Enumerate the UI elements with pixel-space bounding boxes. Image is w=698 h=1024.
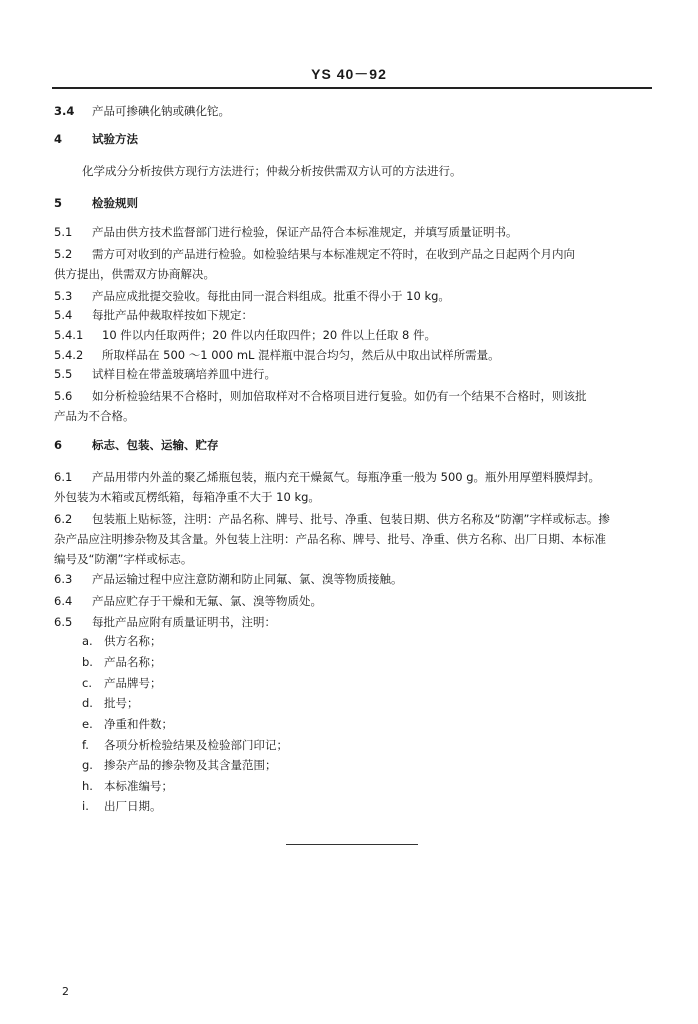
clause-text: 如分析检验结果不合格时，则加倍取样对不合格项目进行复验。如仍有一个结果不合格时，则该批 <box>92 389 587 403</box>
clause-text: 产品可掺碘化钠或碘化铊。 <box>92 104 230 118</box>
clause-5-5 <box>54 366 654 382</box>
clause-number: 5.4.2 <box>54 348 84 362</box>
list-item <box>82 757 277 773</box>
list-text: 各项分析检验结果及检验部门印记； <box>104 738 288 752</box>
header-rule <box>52 87 652 89</box>
section-title: 标志、包装、运输、贮存 <box>92 438 219 452</box>
clause-number: 5.4 <box>54 308 73 322</box>
list-letter: h. <box>82 779 93 793</box>
list-letter: a. <box>82 634 93 648</box>
clause-6-2 <box>54 511 654 527</box>
clause-text: 产品用带内外盖的聚乙烯瓶包装，瓶内充干燥氮气。每瓶净重一般为 500 g。瓶外用厚塑料膜焊封。 <box>92 470 601 484</box>
section-title: 试验方法 <box>92 132 138 146</box>
clause-number: 5.4.1 <box>54 328 84 342</box>
list-letter: i. <box>82 799 89 813</box>
clause-5-6-cont: 产品为不合格。 <box>54 409 135 423</box>
clause-6-1-cont: 外包装为木箱或瓦楞纸箱，每箱净重不大于 10 kg。 <box>54 490 320 504</box>
page-number: 2 <box>62 985 69 998</box>
list-item <box>82 675 162 691</box>
list-item <box>82 716 173 732</box>
list-item <box>82 633 162 649</box>
list-item <box>82 778 173 794</box>
clause-6-1 <box>54 469 654 485</box>
list-text: 本标准编号； <box>104 779 173 793</box>
clause-6-3 <box>54 571 654 587</box>
clause-6-2-cont2: 编号及“防潮”字样或标志。 <box>54 552 193 566</box>
list-item <box>82 798 162 814</box>
list-text: 净重和件数； <box>104 717 173 731</box>
list-letter: g. <box>82 758 93 772</box>
clause-text: 包装瓶上贴标签，注明：产品名称、牌号、批号、净重、包装日期、供方名称及“防潮”字样或标志。掺 <box>92 512 610 526</box>
list-text: 掺杂产品的掺杂物及其含量范围； <box>104 758 277 772</box>
section-number: 4 <box>54 132 63 146</box>
clause-5-4 <box>54 307 654 323</box>
standard-code-header: YS 40－92 <box>311 66 387 82</box>
list-text: 产品名称； <box>104 655 162 669</box>
clause-number: 5.2 <box>54 247 73 261</box>
clause-text: 每批产品应附有质量证明书，注明： <box>92 615 276 629</box>
clause-text: 试样目检在带盖玻璃培养皿中进行。 <box>92 367 276 381</box>
section-4-paragraph: 化学成分分析按供方现行方法进行；仲裁分析按供需双方认可的方法进行。 <box>82 164 462 178</box>
clause-5-4-2 <box>54 347 654 363</box>
section-number: 6 <box>54 438 63 452</box>
clause-5-2 <box>54 246 654 262</box>
clause-6-4 <box>54 593 654 609</box>
list-text: 批号； <box>104 696 139 710</box>
list-text: 出厂日期。 <box>104 799 162 813</box>
list-letter: f. <box>82 738 89 752</box>
section-number: 5 <box>54 196 63 210</box>
list-letter: c. <box>82 676 92 690</box>
list-text: 产品牌号； <box>104 676 162 690</box>
clause-6-5 <box>54 614 654 630</box>
clause-number: 3.4 <box>54 104 75 118</box>
clause-5-4-1 <box>54 327 654 343</box>
list-letter: b. <box>82 655 93 669</box>
end-of-document-rule <box>286 844 418 845</box>
list-text: 供方名称； <box>104 634 162 648</box>
clause-number: 6.2 <box>54 512 73 526</box>
clause-text: 所取样品在 500 ～1 000 mL 混样瓶中混合均匀，然后从中取出试样所需量。 <box>102 348 500 362</box>
clause-text: 产品应贮存于干燥和无氟、氯、溴等物质处。 <box>92 594 322 608</box>
section-5-heading <box>54 195 654 211</box>
clause-text: 10 件以内任取两件；20 件以内任取四件；20 件以上任取 8 件。 <box>102 328 436 342</box>
list-letter: e. <box>82 717 93 731</box>
clause-number: 6.4 <box>54 594 73 608</box>
clause-number: 6.1 <box>54 470 73 484</box>
clause-number: 6.5 <box>54 615 73 629</box>
clause-number: 5.1 <box>54 225 73 239</box>
clause-text: 每批产品仲裁取样按如下规定： <box>92 308 253 322</box>
clause-6-2-cont1: 杂产品应注明掺杂物及其含量。外包装上注明：产品名称、牌号、批号、净重、供方名称、出厂日期、本标准 <box>54 532 606 546</box>
clause-5-1 <box>54 224 654 240</box>
section-6-heading <box>54 437 654 453</box>
clause-text: 产品应成批提交验收。每批由同一混合料组成。批重不得小于 10 kg。 <box>92 289 450 303</box>
list-item <box>82 654 162 670</box>
clause-3-4 <box>54 103 654 119</box>
clause-number: 5.6 <box>54 389 73 403</box>
clause-5-6 <box>54 388 654 404</box>
list-item <box>82 695 139 711</box>
clause-5-3 <box>54 288 654 304</box>
clause-text: 产品运输过程中应注意防潮和防止同氟、氯、溴等物质接触。 <box>92 572 403 586</box>
clause-number: 6.3 <box>54 572 73 586</box>
clause-number: 5.5 <box>54 367 73 381</box>
list-letter: d. <box>82 696 93 710</box>
section-title: 检验规则 <box>92 196 138 210</box>
clause-5-2-cont: 供方提出，供需双方协商解决。 <box>54 267 215 281</box>
clause-number: 5.3 <box>54 289 73 303</box>
section-4-heading <box>54 131 654 147</box>
list-item <box>82 737 288 753</box>
clause-text: 产品由供方技术监督部门进行检验，保证产品符合本标准规定，并填写质量证明书。 <box>92 225 518 239</box>
clause-text: 需方可对收到的产品进行检验。如检验结果与本标准规定不符时，在收到产品之日起两个月内向 <box>92 247 575 261</box>
